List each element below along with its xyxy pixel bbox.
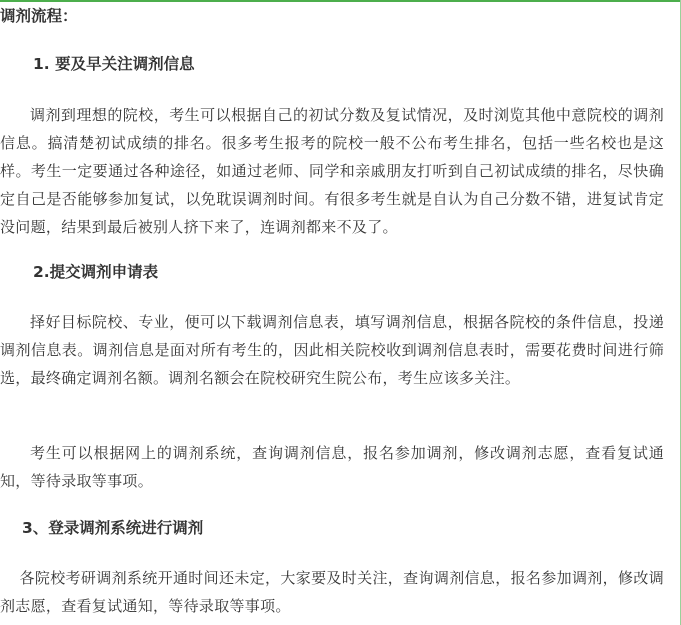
paragraph-4: 各院校考研调剂系统开通时间还未定，大家要及时关注，查询调剂信息，报名参加调剂，修改调剂志愿，查看复试通知，等待录取等事项。: [0, 569, 664, 615]
section-heading-2: 2.提交调剂申请表: [33, 263, 159, 281]
paragraph-3: 考生可以根据网上的调剂系统，查询调剂信息，报名参加调剂，修改调剂志愿，查看复试通知，等待录取等事项。: [0, 444, 664, 490]
paragraph-1: 调剂到理想的院校，考生可以根据自己的初试分数及复试情况，及时浏览其他中意院校的调剂信息。搞清楚初试成绩的排名。很多考生报考的院校一般不公布考生排名，包括一些名校也是这样。考生一定要通过各种途径，如通过老师、同学和亲戚朋友打听到自己初试成绩的排名，尽快确定自己是否能够参加复试，以免耽误调剂时间。有很多考生就是自认为自己分数不错，进复试肯定没问题，结果到最后被别人挤下来了，连调剂都来不及了。: [0, 106, 664, 236]
top-accent-line: [0, 0, 681, 2]
section-heading-1: 1. 要及早关注调剂信息: [33, 55, 195, 73]
page-title: 调剂流程：: [0, 7, 78, 25]
section-heading-3: 3、登录调剂系统进行调剂: [22, 519, 204, 537]
paragraph-2: 择好目标院校、专业，便可以下载调剂信息表，填写调剂信息，根据各院校的条件信息，投递调剂信息表。调剂信息是面对所有考生的，因此相关院校收到调剂信息表时，需要花费时间进行筛选，最终确定调剂名额。调剂名额会在院校研究生院公布，考生应该多关注。: [0, 313, 664, 387]
